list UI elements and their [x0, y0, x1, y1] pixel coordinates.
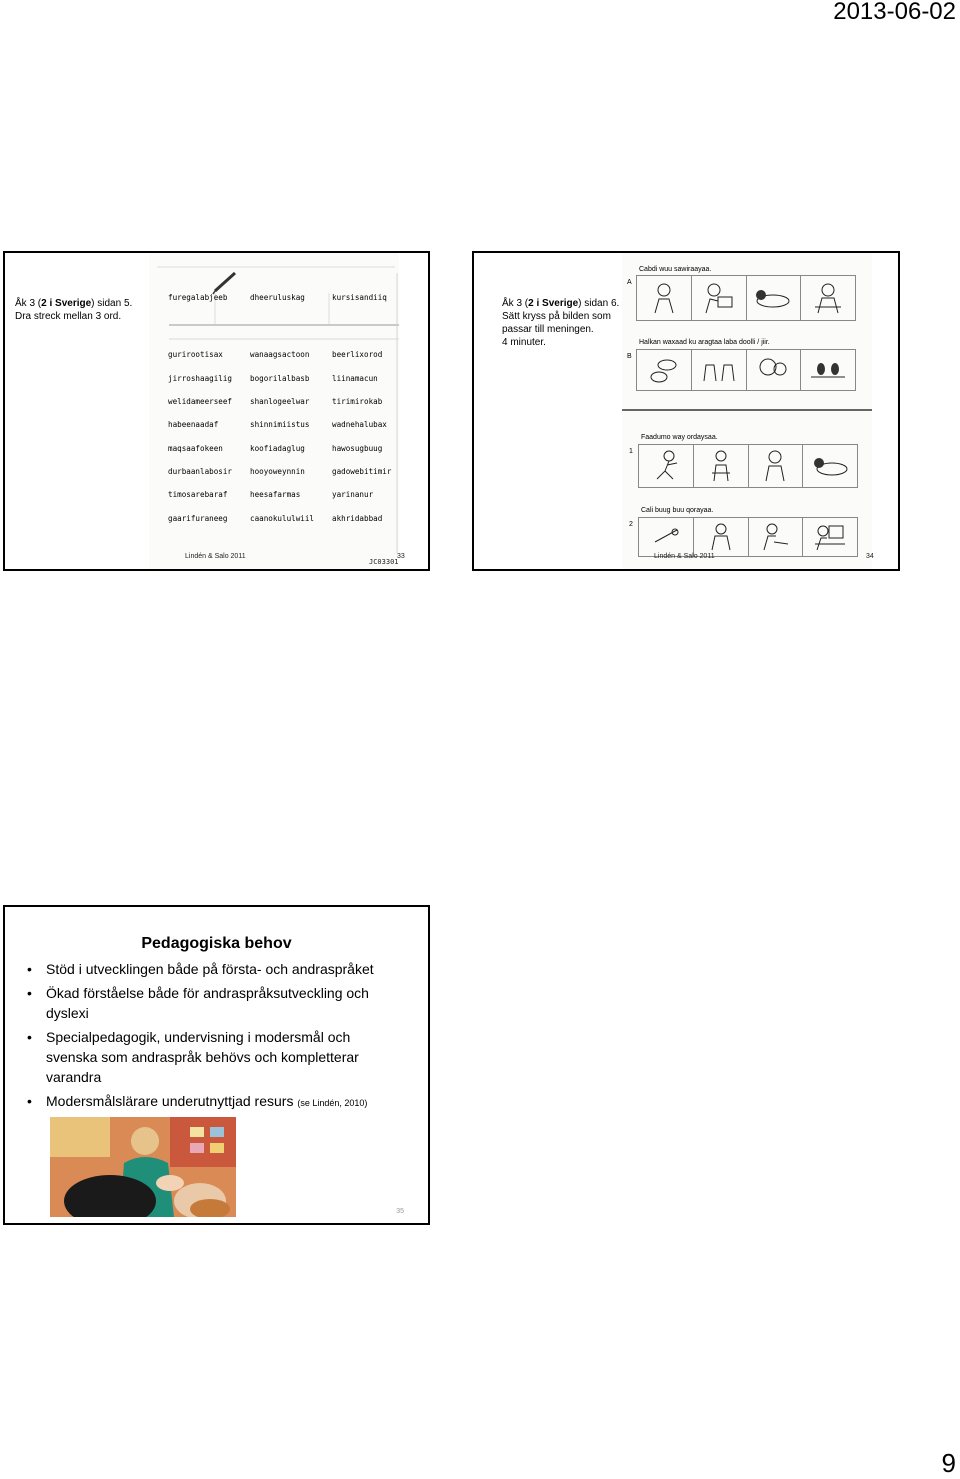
- word-cell: gurirootisax: [168, 350, 223, 359]
- picture-row-2: [638, 517, 858, 557]
- word-cell: habeenaadaf: [168, 420, 219, 429]
- picture-row-a: [636, 275, 856, 321]
- slide-33-instructions: Åk 3 (2 i Sverige) sidan 5. Dra streck mellan 3 ord.: [15, 298, 133, 322]
- word-cell: gaarifuraneeg: [168, 514, 228, 523]
- word-test-scan: [149, 253, 399, 571]
- picture-option[interactable]: [749, 445, 804, 487]
- word-cell: shanlogeelwar: [250, 397, 310, 406]
- slide-33: [3, 251, 430, 571]
- word-cell: welidameerseef: [168, 397, 233, 406]
- handout-date: 2013-06-02: [833, 0, 956, 25]
- slide-34-instructions: Åk 3 (2 i Sverige) sidan 6. Sätt kryss på bilden som passar till meningen. 4 minuter.: [502, 298, 620, 348]
- word-cell: heesafarmas: [250, 490, 301, 499]
- slide-title: Pedagogiska behov: [141, 935, 292, 952]
- page-number: 9: [941, 1448, 956, 1478]
- picture-option[interactable]: [749, 518, 804, 556]
- word-cell: bogorilalbasb: [250, 374, 310, 383]
- slide-34: [472, 251, 900, 571]
- picture-option[interactable]: [747, 350, 802, 390]
- section-letter: B: [627, 353, 632, 360]
- bullet-list: [25, 959, 405, 1117]
- word-cell: tirimirokab: [332, 397, 383, 406]
- bullet-item: • Modersmålslärare underutnyttjad resurs (se Lindén, 2010): [25, 1091, 405, 1113]
- word-cell: akhridabbad: [332, 514, 383, 523]
- word-cell: maqsaafokeen: [168, 444, 223, 453]
- section-letter: 1: [629, 448, 633, 455]
- bullet-item: • Ökad förståelse både för andraspråksutveckling och dyslexi: [25, 983, 405, 1023]
- picture-option[interactable]: [694, 518, 749, 556]
- word-cell: dheeruluskag: [250, 293, 305, 302]
- word-cell: caanokululwiil: [250, 514, 315, 523]
- slide-credit: Lindén & Salo 2011: [185, 553, 246, 560]
- section-caption: Faadumo way ordaysaa.: [641, 434, 718, 441]
- word-cell: furegalabjeeb: [168, 293, 228, 302]
- slide-number: 35: [396, 1208, 404, 1215]
- picture-test-scan: [622, 253, 872, 571]
- picture-option[interactable]: [639, 518, 694, 556]
- section-caption: Cabdi wuu sawiraayaa.: [639, 266, 712, 273]
- picture-option[interactable]: [801, 276, 855, 320]
- section-caption: Halkan waxaad ku aragtaa laba doolli / jiir.: [639, 339, 770, 346]
- word-cell: wadnehalubax: [332, 420, 387, 429]
- section-caption: Cali buug buu qorayaa.: [641, 507, 714, 514]
- slide-number: 34: [866, 553, 874, 560]
- picture-row-1: [638, 444, 858, 488]
- picture-row-b: [636, 349, 856, 391]
- word-cell: shinnimiistus: [250, 420, 310, 429]
- slide-number: 33: [397, 553, 405, 560]
- slide-credit: Lindén & Salo 2011: [654, 553, 715, 560]
- picture-option[interactable]: [801, 350, 855, 390]
- picture-option[interactable]: [803, 445, 857, 487]
- word-cell: beerlixorod: [332, 350, 383, 359]
- word-cell: durbaanlabosir: [168, 467, 233, 476]
- word-cell: gadowebitimir: [332, 467, 392, 476]
- scan-code: JC03301: [369, 558, 399, 566]
- word-cell: timosarebaraf: [168, 490, 228, 499]
- picture-option[interactable]: [637, 350, 692, 390]
- picture-option[interactable]: [694, 445, 749, 487]
- picture-option[interactable]: [692, 350, 747, 390]
- picture-option[interactable]: [747, 276, 802, 320]
- picture-option[interactable]: [803, 518, 857, 556]
- classroom-photo: [50, 1117, 236, 1217]
- bullet-item: • Specialpedagogik, undervisning i modersmål och svenska som andraspråk behövs och kompletterar varandra: [25, 1027, 405, 1087]
- citation: (se Lindén, 2010): [297, 1098, 368, 1108]
- section-letter: A: [627, 279, 632, 286]
- picture-option[interactable]: [692, 276, 747, 320]
- word-cell: hooyoweynnin: [250, 467, 305, 476]
- word-cell: koofiadaglug: [250, 444, 305, 453]
- word-cell: kursisandiiq: [332, 293, 387, 302]
- word-cell: yarinanur: [332, 490, 374, 499]
- word-cell: hawosugbuug: [332, 444, 383, 453]
- section-divider: [622, 407, 872, 413]
- word-cell: jirroshaagilig: [168, 374, 233, 383]
- section-letter: 2: [629, 521, 633, 528]
- word-cell: wanaagsactoon: [250, 350, 310, 359]
- slide-35: [3, 905, 430, 1225]
- bullet-item: • Stöd i utvecklingen både på första- och andraspråket: [25, 959, 405, 979]
- word-cell: liinamacun: [332, 374, 378, 383]
- picture-option[interactable]: [637, 276, 692, 320]
- picture-option[interactable]: [639, 445, 694, 487]
